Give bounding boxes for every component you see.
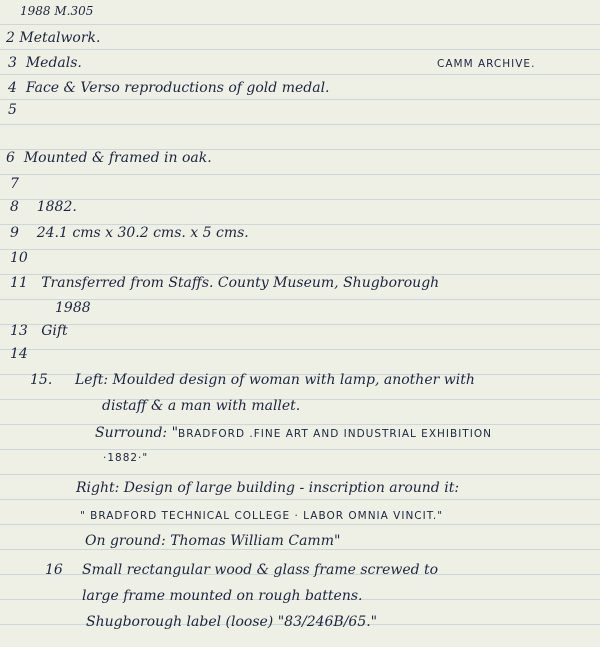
entry-15-line: Right: Design of large building - inscription around it: <box>76 480 460 496</box>
entry-15-line: " BRADFORD TECHNICAL COLLEGE · LABOR OMNIA VINCIT." <box>80 510 444 522</box>
accession-number: 1988 M.305 <box>20 4 94 18</box>
entry-15-line: Surround: "BRADFORD .FINE ART AND INDUSTRIAL EXHIBITION <box>95 425 492 441</box>
entry-15-line: ·1882·" <box>103 452 149 464</box>
entry-4: 4 Face & Verso reproductions of gold medal. <box>8 80 330 96</box>
entry-15-line: On ground: Thomas William Camm" <box>85 533 341 549</box>
entry-11-continued: 1988 <box>55 300 91 316</box>
entry-16-line: Shugborough label (loose) "83/246B/65." <box>86 614 378 630</box>
entry-16-number: 16 <box>45 562 63 578</box>
entry-8: 8 1882. <box>10 199 77 215</box>
entry-13: 13 Gift <box>10 323 68 339</box>
entry-15-number: 15. <box>30 372 53 388</box>
entry-14: 14 <box>10 346 28 362</box>
entry-5: 5 <box>8 102 17 118</box>
entry-15-line: distaff & a man with mallet. <box>102 398 301 414</box>
entry-6: 6 Mounted & framed in oak. <box>6 150 212 166</box>
entry-9: 9 24.1 cms x 30.2 cms. x 5 cms. <box>10 225 249 241</box>
entry-7: 7 <box>10 176 19 192</box>
entry-10: 10 <box>10 250 28 266</box>
entry-16-line: large frame mounted on rough battens. <box>82 588 363 604</box>
entry-3: 3 Medals. <box>8 55 82 71</box>
entry-15-line: Left: Moulded design of woman with lamp, another with <box>75 372 475 388</box>
entry-11: 11 Transferred from Staffs. County Museum, Shugborough <box>10 275 440 291</box>
entry-16-line: Small rectangular wood & glass frame screwed to <box>82 562 439 578</box>
archive-label: CAMM ARCHIVE. <box>437 58 536 70</box>
entry-2: 2 Metalwork. <box>6 30 101 46</box>
